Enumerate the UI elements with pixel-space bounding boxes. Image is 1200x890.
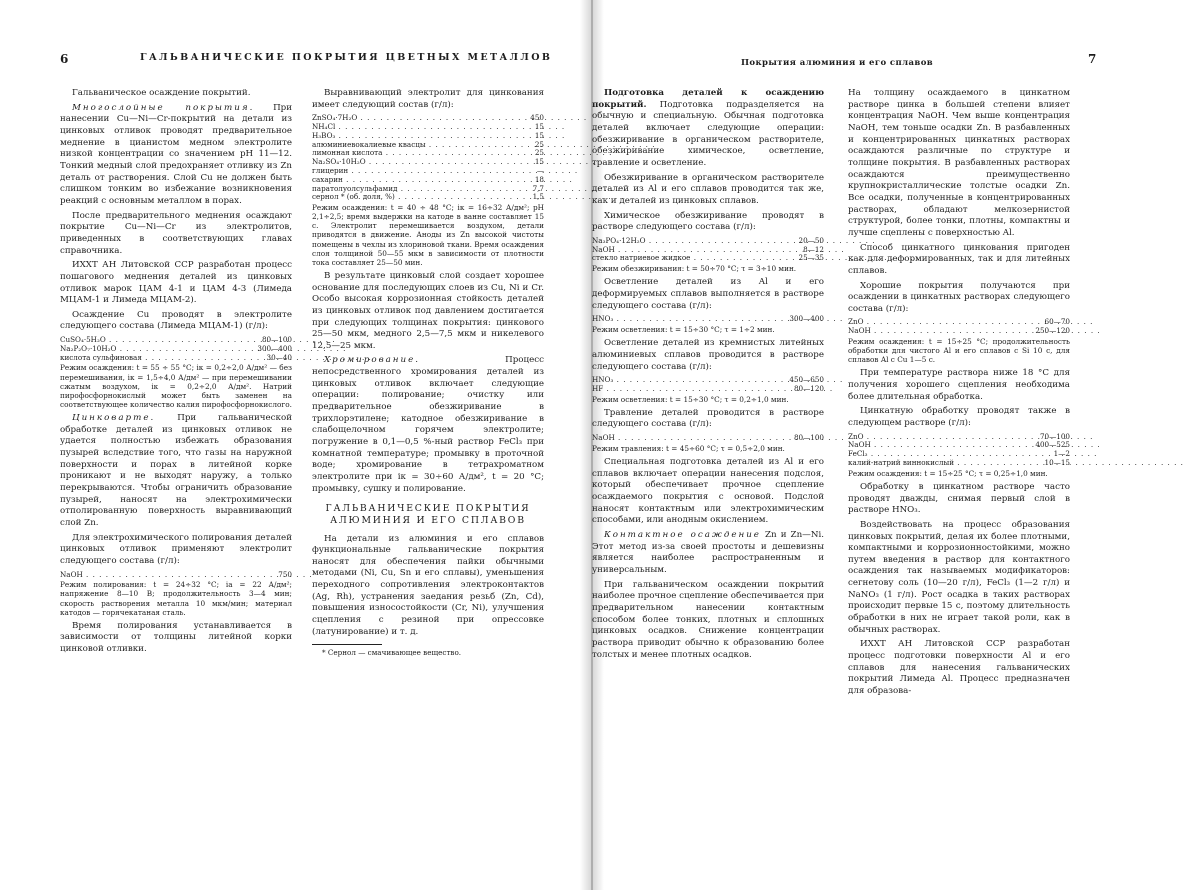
composition-row: Na₂SO₄·10H₂O . . . 15 — [312, 158, 544, 167]
paragraph: На толщину осаждаемого в цинкатном растворе цинка в большей степени влияет концентрация NaOH. Чем выше концентрация NaOH, тем тоньше осадки Zn. В разбавленных и концентрированных цинкатных растворах осаждаются различные по структуре и толщине покрытия. В разбавленных растворах осаждаются преимущественно крупнокристаллические толстые осадки Zn. Все осадки, полученные в концентрированных растворах, обладают мелкозернистой структурой, более тонки, плотны, компактны и лучше сцеплены с поверхностью Al. — [848, 88, 1070, 238]
page-number: 6 — [60, 52, 69, 66]
composition-row: ZnSO₄·7H₂O . . . 450 — [312, 114, 544, 123]
process-mode: Режим осаждения: t = 15÷25 °C; продолжительность обработки для чистого Al и его сплавов с Si 10 с, для сплавов Al с Cu 1—5 с. — [848, 337, 1070, 365]
paragraph: Цинковарте. При гальванической обработке деталей из цинковых отливок не удается полностью избежать образования пузырей вследствие того, что газы на наружной поверхности и порах в литейной корке проникают и не выходят наружу, а только перекрываются. Чтобы ограничить образование пузырей, наносят на электрохимически отполированную поверхность выравнивающий слой Zn. — [60, 413, 292, 528]
paragraph: ИХХТ АН Литовской ССР разработан процесс пошагового меднения деталей из цинковых отливок марок ЦАМ 4-1 и ЦАМ 4-3 (Лимеда МЦАМ-1 и Лимеда МЦАМ-2). — [60, 260, 292, 306]
section-heading: ГАЛЬВАНИЧЕСКИЕ ПОКРЫТИЯ АЛЮМИНИЯ И ЕГО СПЛАВОВ — [325, 503, 531, 527]
composition-row: NaOH . . . 80—100 — [592, 434, 824, 443]
paragraph: Обезжиривание в органическом растворителе деталей из Al и его сплавов проводится так же, как и деталей из цинковых сплавов. — [592, 172, 824, 206]
footnote: * Сернол — смачивающее вещество. — [322, 648, 462, 658]
right-page — [592, 0, 1200, 890]
text-column-right-1 — [592, 88, 824, 878]
composition-row: сернол * (об. доля, %) . . . 1,5 — [312, 193, 544, 202]
composition-row: калий-натрий виннокислый . . . 10—15 — [848, 459, 1070, 468]
paragraph: Контактное осаждение Zn и Zn—Ni. Этот метод из-за своей простоты и дешевизны является наиболее распространенным и универсальным. — [592, 529, 824, 575]
composition-row: NaOH . . . 250—120 — [848, 327, 1070, 336]
process-mode: Режим обезжиривания: t = 50÷70 °C; τ = 3÷10 мин. — [592, 264, 797, 274]
paragraph: Осветление деталей из кремнистых литейных алюминиевых сплавов проводится в растворе следующего состава (г/л): — [592, 338, 824, 372]
composition-row: стекло натриевое жидкое . . . 25—35 — [592, 254, 824, 263]
paragraph: Подготовка деталей к осаждению покрытий. Подготовка подразделяется на обычную и специальную. Обычная подготовка деталей включает следующие операции: обезжиривание в органическом растворителе, обезжиривание химическое, осветление, травление и осветление. — [592, 88, 824, 168]
composition-row: Na₃PO₄·12H₂O . . . 20—50 — [592, 237, 824, 246]
process-mode: Режим травления: t = 45÷60 °C; τ = 0,5÷2,0 мин. — [592, 443, 785, 453]
process-mode: Режим осветления: t = 15÷30 °C; τ = 0,2÷1,0 мин. — [592, 394, 789, 404]
paragraph: Травление деталей проводится в растворе следующего состава (г/л): — [592, 407, 824, 430]
paragraph: Осветление деталей из Al и его деформируемых сплавов выполняется в растворе следующего состава (г/л): — [592, 277, 824, 311]
composition-row: CuSO₄·5H₂O . . . 80—100 — [60, 336, 292, 345]
running-head: ГАЛЬВАНИЧЕСКИЕ ПОКРЫТИЯ ЦВЕТНЫХ МЕТАЛЛОВ — [140, 52, 553, 63]
paragraph: Воздействовать на процесс образования цинковых покрытий, делая их более плотными, компактными и коррозионностойкими, можно путем введения в раствор для контактного осаждения так называемых модификаторов: сегнетову соль (10—20 г/л), FeCl₃ (1—2 г/л) и NaNO₃ (1 г/л). Рост осадка в таких растворах происходит первые 15 с, поэтому длительность обработки в них не играет такой роли, как в обычных растворах. — [848, 519, 1070, 635]
paragraph: Цинкатную обработку проводят также в следующем растворе (г/л): — [848, 406, 1070, 428]
paragraph: Обработку в цинкатном растворе часто проводят дважды, снимая первый слой в растворе HNO₃. — [848, 481, 1070, 516]
footnote-rule — [312, 644, 382, 645]
paragraph: Для электрохимического полирования деталей цинковых отливок применяют электролит следующего состава (г/л): — [60, 532, 292, 566]
text-column-left-2 — [312, 88, 544, 878]
paragraph: Выравнивающий электролит для цинкования имеет следующий состав (г/л): — [312, 88, 544, 110]
composition-row: HF . . . 80—120 — [592, 385, 824, 394]
paragraph: В результате цинковый слой создает хорошее основание для последующих слоев из Cu, Ni и Cr. Особо высокая коррозионная стойкость деталей из цинковых отливок под давлением достигается при следующих толщинах покрытия: цинкового 25—50 мкм, медного 2,5—7,5 мкм и никелевого 12,5—25 мкм. — [312, 270, 544, 351]
composition-table — [60, 571, 292, 580]
paragraph: При гальваническом осаждении покрытий наиболее прочное сцепление обеспечивается при предварительном нанесении контактным способом более тонких, плотных и сплошных цинковых осадков. Снижение концентрации раствора приводит обычно к образованию более толстых и менее плотных осадков. — [592, 579, 824, 660]
text-column-right-2 — [848, 88, 1070, 878]
composition-row: паратолуолсульфамид . . . 7,7 — [312, 185, 544, 194]
paragraph: Время полирования устанавливается в зависимости от толщины литейной корки цинковой отливки. — [60, 620, 292, 655]
paragraph: После предварительного меднения осаждают покрытие Cu—Ni—Cr из электролитов, приведенных в соответствующих главах справочника. — [60, 210, 292, 256]
process-mode: Режим осаждения: t = 15÷25 °C; τ = 0,25÷1,0 мин. — [848, 468, 1048, 478]
paragraph: Химическое обезжиривание проводят в растворе следующего состава (г/л): — [592, 210, 824, 233]
left-page — [0, 0, 580, 890]
composition-row: алюминиевокалиевые квасцы . . . 25 — [312, 141, 544, 150]
paragraph: Хорошие покрытия получаются при осаждении в цинкатных растворах следующего состава (г/л): — [848, 280, 1070, 314]
composition-table — [592, 315, 824, 324]
composition-row: сахарин . . . 18 — [312, 176, 544, 185]
process-mode: Режим осаждения: t = 55 ÷ 55 °C; iк = 0,2÷2,0 А/дм² — без перемешивания, iк = 1,5÷4,0 А/дм² — при перемешивании сжатым воздухом, iк = 0,2÷2,0 А/дм². Натрий пирофосфорнокислый может быть заменен на соответствующее количество калия пирофосфорнокислого. — [60, 363, 292, 409]
composition-row: HNO₃ . . . 300—400 — [592, 315, 824, 324]
composition-row: глицерин . . . — — [312, 167, 544, 176]
paragraph: Гальваническое осаждение покрытий. — [72, 88, 251, 98]
composition-row: кислота сульфиновая . . . 30—40 — [60, 354, 292, 363]
composition-table — [592, 237, 824, 263]
composition-table — [60, 336, 292, 362]
paragraph: На детали из алюминия и его сплавов функциональные гальванические покрытия наносят для обеспечения пайки обычными методами (Ni, Cu, Sn и его сплавы), уменьшения переходного сопротивления электроконтактов (Ag, Rh), устранения заедания резьб (Zn, Cd), повышения износостойкости (Cr, Ni), улучшения сцепления с резиной при опрессовке (латунирование) и т. д. — [312, 533, 544, 637]
composition-row: FeCl₃ . . . 1—2 — [848, 450, 1070, 459]
process-mode: Режим осветления: t = 15÷30 °C; τ = 1÷2 мин. — [592, 325, 775, 335]
composition-row: NaOH . . . 750 — [60, 571, 292, 580]
process-mode: Режим полирования: t = 24÷32 °C; iа = 22 А/дм²; напряжение 8—10 В; продолжительность 3—4 мин; скорость растворения металла 10 мкм/мин; материал катодов — горячекатаная сталь. — [60, 580, 292, 617]
process-mode: Режим осаждения: t = 40 ÷ 48 °C; iк = 16÷32 А/дм²; pH 2,1÷2,5; время выдержки на катоде в ванне составляет 15 с. Электролит перемешивается воздухом, детали приводятся в движение. Аноды из Zn высокой чистоты помещены в чехлы из хлориновой ткани. Время осаждения слоя толщиной 50—55 мкм в зависимости от плотности тока составляет 25—50 мин. — [312, 203, 544, 267]
composition-table — [592, 376, 824, 394]
composition-row: HNO₃ . . . 450—650 — [592, 376, 824, 385]
composition-row: H₃BO₃ . . . 15 — [312, 132, 544, 141]
composition-row: NaOH . . . 8—12 — [592, 246, 824, 255]
composition-row: ZnO . . . 70—100 — [848, 433, 1070, 442]
page-number: 7 — [1088, 52, 1097, 66]
paragraph: Специальная подготовка деталей из Al и его сплавов включает операции нанесения подслоя, который обеспечивает прочное сцепление осаждаемого покрытия с основой. Подслой наносят контактным или электрохимическим способами, или анодным окислением. — [592, 457, 824, 526]
paragraph: При температуре раствора ниже 18 °C для получения хорошего сцепления необходима более длительная обработка. — [848, 368, 1070, 402]
paragraph: Осаждение Cu проводят в электролите следующего состава (Лимеда МЦАМ-1) (г/л): — [60, 309, 292, 332]
paragraph: ИХХТ АН Литовской ССР разработан процесс подготовки поверхности Al и его сплавов для нанесения гальванических покрытий Лимеда Al. Процесс предназначен для образова- — [848, 639, 1070, 697]
composition-row: ZnO . . . 60—70 — [848, 318, 1070, 327]
running-head: Покрытия алюминия и его сплавов — [741, 58, 934, 68]
paragraph: Многослойные покрытия. При нанесении Cu—Ni—Cr-покрытий на детали из цинковых отливок проводят предварительное меднение в цианистом медном электролите низкой концентрации со значением pH 11—12. Тонкий медный слой предохраняет отливку из Zn деталь от растворения. Слой Cu не должен быть слишком тонким во избежание возникновения реакций с основным металлом в порах. — [60, 102, 292, 206]
composition-table — [312, 114, 544, 202]
composition-table — [848, 318, 1070, 336]
paragraph: Способ цинкатного цинкования пригоден как для деформированных, так и для литейных сплавов. — [848, 242, 1070, 276]
composition-row: NH₄Cl . . . 15 — [312, 123, 544, 132]
composition-row: NaOH . . . 400—525 — [848, 441, 1070, 450]
text-column-left-1 — [60, 88, 292, 878]
composition-table — [592, 434, 824, 443]
composition-row: лимонная кислота . . . 25 — [312, 149, 544, 158]
composition-row: Na₂P₂O₇·10H₂O . . . 300—400 — [60, 345, 292, 354]
composition-table — [848, 433, 1070, 468]
paragraph: Хромирование. Процесс непосредственного хромирования деталей из цинковых отливок включает следующие операции: полирование; очистку или предварительное обезжиривание в трихлорэтилене; катодное обезжиривание в слабощелочном горячем электролите; погружение в 0,1—0,5 %-ный раствор FeCl₃ при комнатной температуре; промывку в проточной воде; хромирование в тетрахроматном электролите при iк = 30÷60 А/дм², t = 20 °C; промывку, сушку и полирование. — [312, 355, 544, 494]
